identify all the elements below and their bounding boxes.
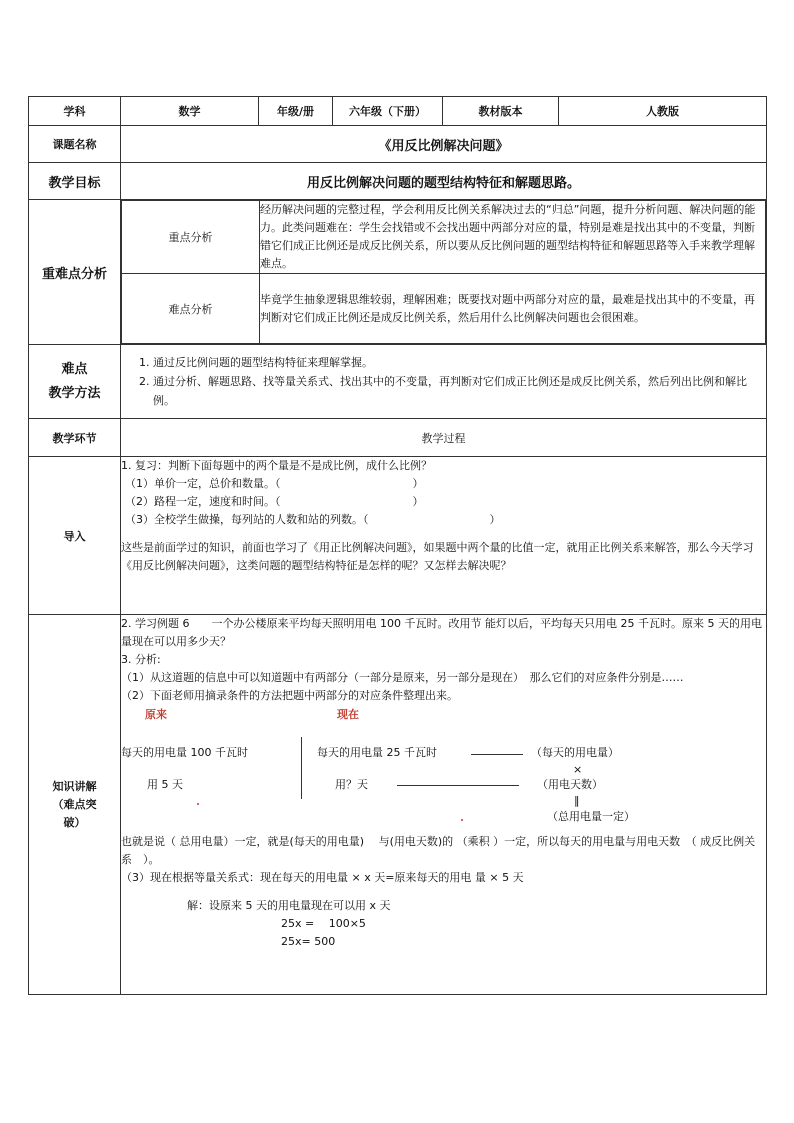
keypoints-row xyxy=(29,200,767,345)
red-mark xyxy=(197,803,199,805)
methods-list xyxy=(131,353,760,410)
difficulty-analysis-label: 难点分析 xyxy=(122,274,260,344)
intro-question-1: （1）单价一定，总价和数量。（ ） xyxy=(125,477,424,490)
diagram-now-days: 用？天 xyxy=(335,778,368,791)
solution-line: 解：设原来 5 天的用电量现在可以用 x 天 xyxy=(187,899,391,912)
intro-question-2: （2）路程一定，速度和时间。（ ） xyxy=(125,495,424,508)
edition-value: 人教版 xyxy=(559,97,767,126)
goal-row xyxy=(29,163,767,200)
analysis-step-2: （2）下面老师用摘录条件的方法把题中两部分的对应条件整理出来。 xyxy=(121,689,458,702)
analysis-conclusion: 也就是说（ 总用电量）一定，就是(每天的用电量) 与(用电天数)的 （乘积 ）一定，所以每天的用电量与用电天数 （ 成反比例关系 ）。 xyxy=(121,835,756,866)
diagram-divider xyxy=(301,737,302,799)
methods-item: 1. 通过反比例问题的题型结构特征来理解掌握。 xyxy=(153,353,760,372)
topic-value: 《用反比例解决问题》 xyxy=(121,126,767,163)
example-problem: 2. 学习例题 6 一个办公楼原来平均每天照明用电 100 千瓦时。改用节 能灯以后，平均每天只用电 25 千瓦时。原来 5 天的用电量现在可以用多少天？ xyxy=(121,617,762,648)
intro-row xyxy=(29,457,767,615)
grade-value: 六年级（下册） xyxy=(333,97,443,126)
methods-label-line2: 教学方法 xyxy=(48,385,101,401)
methods-label xyxy=(29,345,121,419)
diagram-total-term: （总用电量一定） xyxy=(547,810,635,823)
diagram-days-term: （用电天数） xyxy=(537,778,603,791)
knowledge-label xyxy=(29,615,121,995)
intro-question-3: （3）全校学生做操，每列站的人数和站的列数。（ ） xyxy=(125,513,501,526)
diagram-now-daily: 每天的用电量 25 千瓦时 xyxy=(317,746,437,759)
knowledge-label-line3: 破） xyxy=(63,815,86,829)
intro-question-title: 1. 复习：判断下面每题中的两个量是不是成比例，成什么比例？ xyxy=(121,459,432,472)
subject-label: 学科 xyxy=(29,97,121,126)
equation-title: （3）现在根据等量关系式：现在每天的用电量 × x 天=原来每天的用电 量 × 5 天 xyxy=(121,871,524,884)
edition-label: 教材版本 xyxy=(443,97,559,126)
keypoints-cell xyxy=(121,200,767,345)
knowledge-cell xyxy=(121,615,767,995)
intro-summary: 这些是前面学过的知识，前面也学习了《用正比例解决问题》，如果题中两个量的比值一定，就用正比例关系来解答，那么今天学习《用反比例解决问题》，这类问题的题型结构特征是怎样的呢？又怎样去解决呢？ xyxy=(121,541,754,572)
diagram-original-label: 原来 xyxy=(145,708,167,721)
difficulty-analysis-text: 毕竟学生抽象逻辑思维较弱，理解困难；既要找对题中两部分对应的量，最难是找出其中的不变量，再判断对它们成正比例还是成反比例关系，然后用什么比例解决问题也会很困难。 xyxy=(260,274,766,344)
diagram-multiply-sign: × xyxy=(573,763,583,776)
lesson-plan-page xyxy=(28,96,766,995)
methods-label-line1: 难点 xyxy=(61,361,88,377)
intro-cell xyxy=(121,457,767,615)
header-row xyxy=(29,97,767,126)
key-analysis-text: 经历解决问题的完整过程，学会利用反比例关系解决过去的“归总”问题，提升分析问题、解决问题的能力。此类问题难在：学生会找错或不会找出题中两部分对应的量，特别是难是找出其中的不变量，判断错它们成正比例还是成反比例关系，所以要从反比例问题的题型结构特征和解题思路等入手来教学理解难点。 xyxy=(260,201,766,274)
topic-row xyxy=(29,126,767,163)
analysis-title: 3. 分析: xyxy=(121,653,161,666)
diagram-original-daily: 每天的用电量 100 千瓦时 xyxy=(121,746,248,759)
diagram-original-days: 用 5 天 xyxy=(147,778,183,791)
grade-label: 年级/册 xyxy=(259,97,333,126)
diagram-equals-sign: ‖ xyxy=(574,794,580,807)
analysis-step-1: （1）从这道题的信息中可以知道题中有两部分（一部分是原来，另一部分是现在） 那么它们的对应条件分别是…… xyxy=(121,671,684,684)
knowledge-row xyxy=(29,615,767,995)
lesson-plan-table xyxy=(28,96,767,995)
key-analysis-label: 重点分析 xyxy=(122,201,260,274)
diagram-now-label: 现在 xyxy=(337,708,359,721)
knowledge-label-line1: 知识讲解 xyxy=(52,779,97,793)
keypoints-nested-table xyxy=(121,200,766,344)
intro-label: 导入 xyxy=(29,457,121,615)
methods-row xyxy=(29,345,767,419)
process-label: 教学过程 xyxy=(121,419,767,457)
topic-label: 课题名称 xyxy=(29,126,121,163)
methods-item: 2. 通过分析、解题思路、找等量关系式、找出其中的不变量，再判断对它们成正比例还是成反比例关系，然后列出比例和解比例。 xyxy=(153,372,760,410)
goal-value: 用反比例解决问题的题型结构特征和解题思路。 xyxy=(121,163,767,200)
diagram-daily-term: （每天的用电量） xyxy=(531,746,619,759)
subject-value: 数学 xyxy=(121,97,259,126)
stage-label: 教学环节 xyxy=(29,419,121,457)
condition-diagram xyxy=(121,707,766,827)
solution-step-1: 25x = 100×5 xyxy=(281,917,366,930)
keypoints-label: 重难点分析 xyxy=(29,200,121,345)
methods-cell xyxy=(121,345,767,419)
diagram-connector-line xyxy=(471,754,523,755)
goal-label: 教学目标 xyxy=(29,163,121,200)
red-mark xyxy=(461,819,463,821)
diagram-connector-line xyxy=(397,785,519,786)
knowledge-label-line2: （难点突 xyxy=(52,797,97,811)
process-header-row xyxy=(29,419,767,457)
solution-step-2: 25x= 500 xyxy=(281,935,336,948)
